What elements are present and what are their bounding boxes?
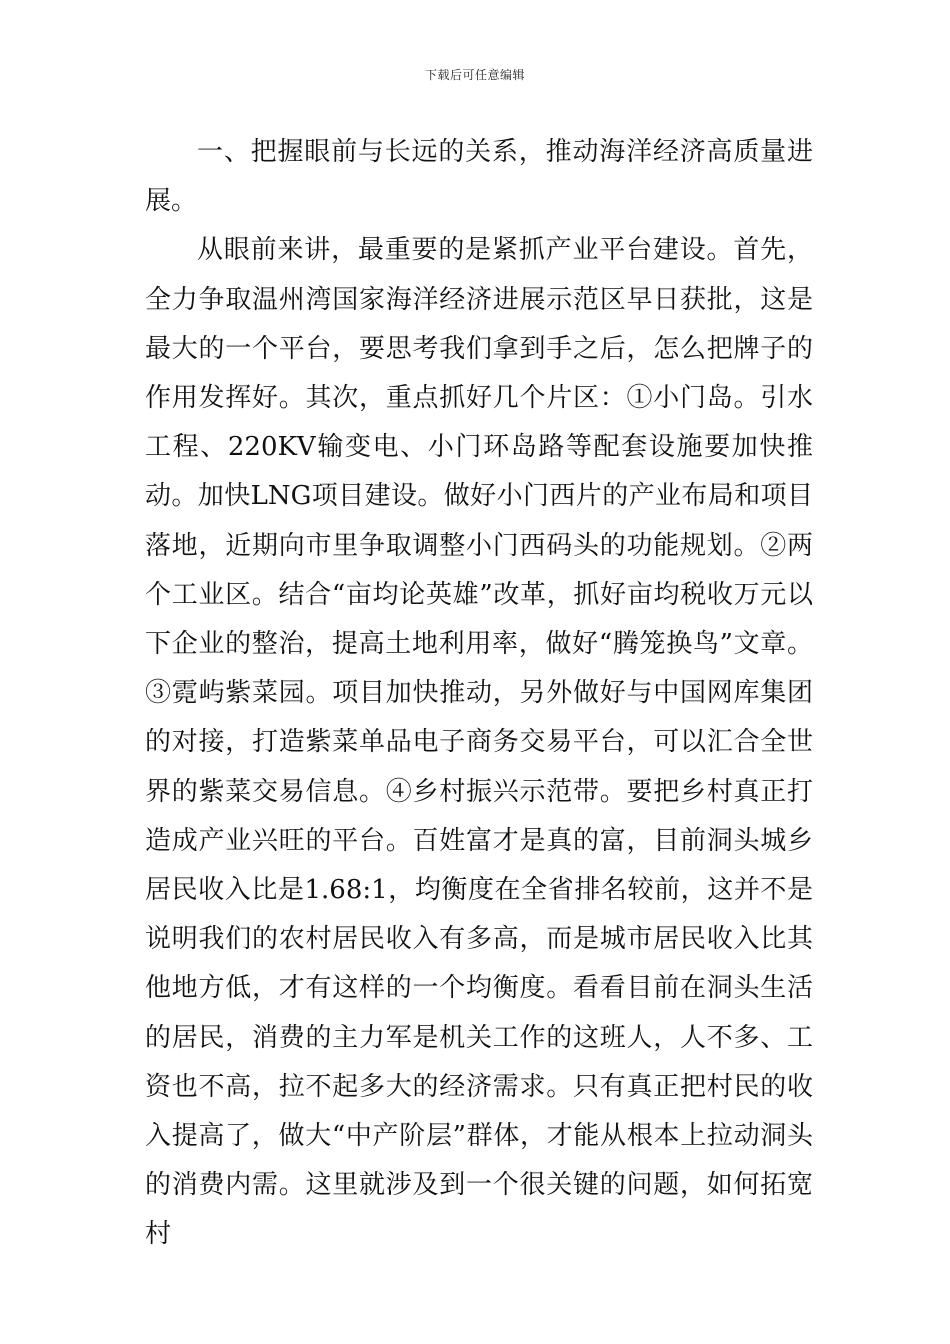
header-note: 下载后可任意编辑 <box>424 68 525 82</box>
section-heading-paragraph: 一、把握眼前与长远的关系，推动海洋经济高质量进展。 <box>145 137 813 217</box>
document-body <box>145 128 813 1260</box>
body-paragraph: 从眼前来讲，最重要的是紧抓产业平台建设。首先，全力争取温州湾国家海洋经济进展示范区早日获批，这是最大的一个平台，要思考我们拿到手之后，怎么把牌子的作用发挥好。其次，重点抓好几个片区：①小门岛。引水工程、220KV输变电、小门环岛路等配套设施要加快推动。加快LNG项目建设。做好小门西片的产业布局和项目落地，近期向市里争取调整小门西码头的功能规划。②两个工业区。结合“亩均论英雄”改革，抓好亩均税收万元以下企业的整治，提高土地利用率，做好“腾笼换鸟”文章。③霓屿紫菜园。项目加快推动，另外做好与中国网库集团的对接，打造紫菜单品电子商务交易平台，可以汇合全世界的紫菜交易信息。④乡村振兴示范带。要把乡村真正打造成产业兴旺的平台。百姓富才是真的富，目前洞头城乡居民收入比是1.68:1，均衡度在全省排名较前，这并不是说明我们的农村居民收入有多高，而是城市居民收入比其他地方低，才有这样的一个均衡度。看看目前在洞头生活的居民，消费的主力军是机关工作的这班人，人不多、工资也不高，拉不起多大的经济需求。只有真正把村民的收入提高了，做大“中产阶层”群体，才能从根本上拉动洞头的消费内需。这里就涉及到一个很关键的问题，如何拓宽村 <box>145 235 813 1250</box>
